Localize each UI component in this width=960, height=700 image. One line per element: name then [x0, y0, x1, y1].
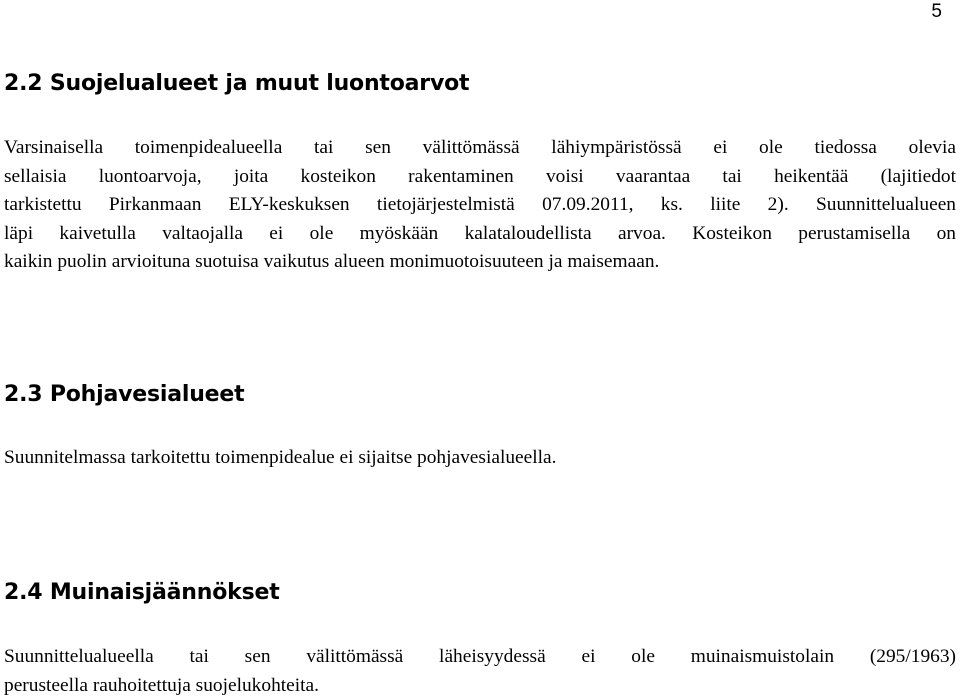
- body-line: Suunnitelmassa tarkoitettu toimenpidealue ei sijaitse pohjavesialueella.: [4, 447, 557, 468]
- body-line: Varsinaisella toimenpidealueella tai sen välittömässä lähiympäristössä ei ole tiedossa olevia: [4, 137, 956, 158]
- page-number: 5: [931, 1, 942, 22]
- section-body-suojelualueet: [4, 134, 956, 277]
- body-line: sellaisia luontoarvoja, joita kosteikon rakentaminen voisi vaarantaa tai heikentää (lajitiedot: [4, 165, 956, 187]
- body-line: perusteella rauhoitettuja suojelukohteita.: [4, 674, 319, 696]
- section-body-pohjavesialueet: [4, 444, 956, 473]
- body-line: läpi kaivetulla valtaojalla ei ole myöskään kalataloudellista arvoa. Kosteikon perustamisella on: [4, 222, 956, 244]
- section-heading-muinaisjaannokset: 2.4 Muinaisjäännökset: [4, 580, 280, 605]
- section-heading-suojelualueet: 2.2 Suojelualueet ja muut luontoarvot: [4, 71, 470, 96]
- section-body-muinaisjaannokset: [4, 643, 956, 700]
- body-line: tarkistettu Pirkanmaan ELY-keskuksen tietojärjestelmistä 07.09.2011, ks. liite 2). Suunnittelualueen: [4, 194, 956, 216]
- body-line: kaikin puolin arvioituna suotuisa vaikutus alueen monimuotoisuuteen ja maisemaan.: [4, 251, 660, 273]
- section-heading-pohjavesialueet: 2.3 Pohjavesialueet: [4, 382, 245, 407]
- body-line: Suunnittelualueella tai sen välittömässä läheisyydessä ei ole muinaismuistolain (295/1963): [4, 646, 956, 667]
